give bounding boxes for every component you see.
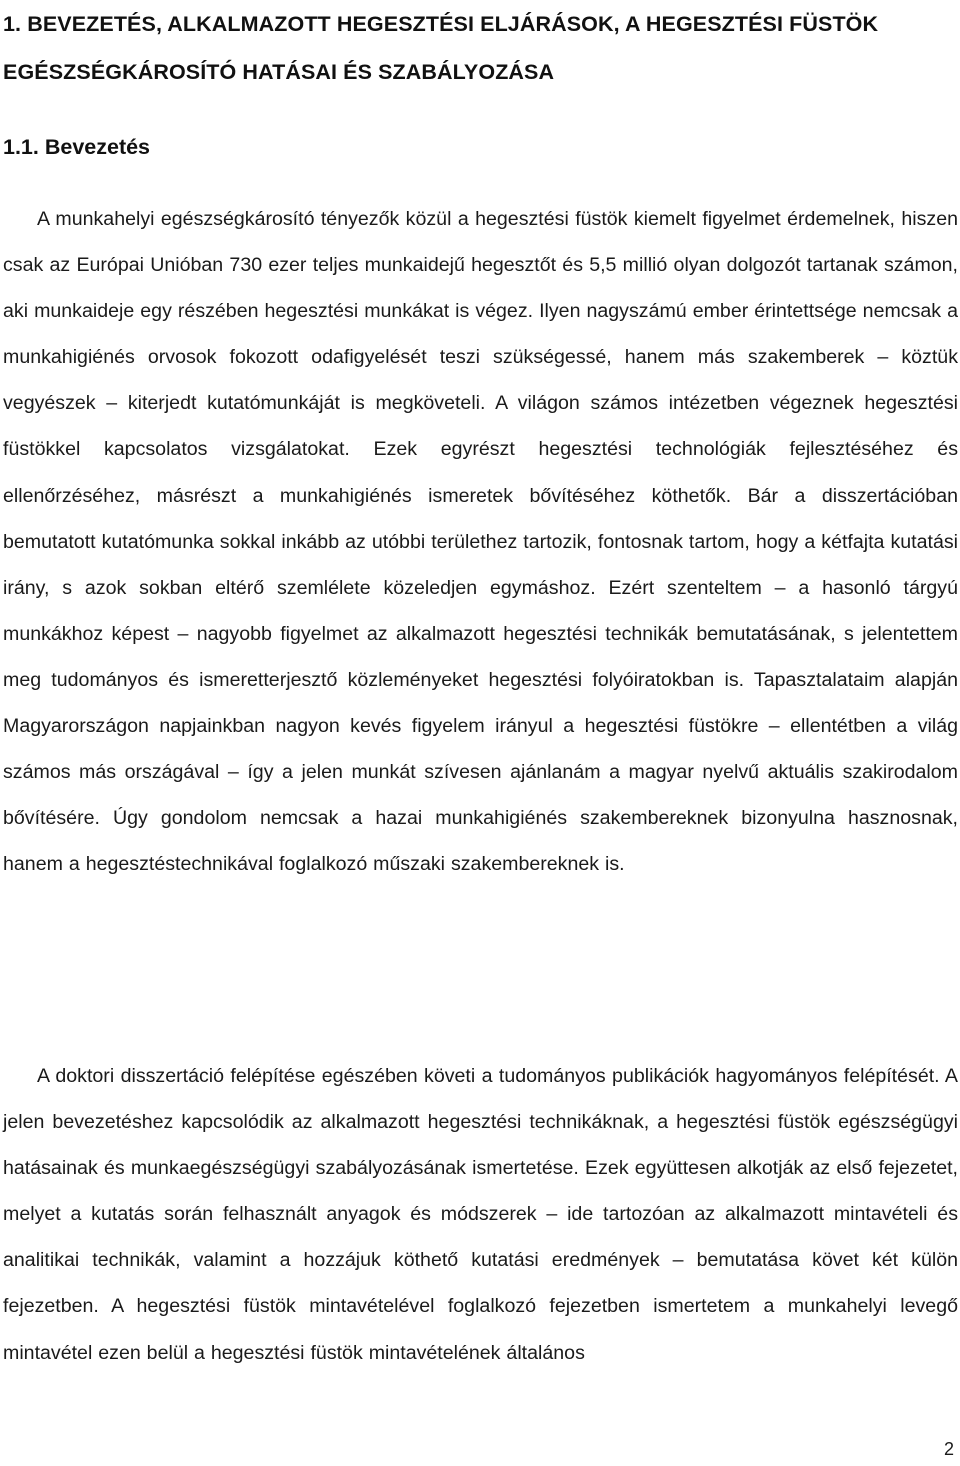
paragraph-introduction: A munkahelyi egészségkárosító tényezők közül a hegesztési füstök kiemelt figyelmet érdemelnek, hiszen csak az Európai Unióban 730 ezer teljes munkaidejű hegesztőt és 5,5 millió olyan dolgozót tartanak számon, aki munkaideje egy részében hegesztési munkákat is végez. Ilyen nagyszámú ember érintettsége nemcsak a munkahigiénés orvosok fokozott odafigyelését teszi szükségessé, hanem más szakemberek – köztük vegyészek – kiterjedt kutatómunkáját is megköveteli. A világon számos intézetben végeznek hegesztési füstökkel kapcsolatos vizsgálatokat. Ezek egyrészt hegesztési technológiák fejlesztéséhez és ellenőrzéséhez, másrészt a munkahigiénés ismeretek bővítéséhez köthetők. Bár a disszertációban bemutatott kutatómunka sokkal inkább az utóbbi területhez tartozik, fontosnak tartom, hogy a kétfajta kutatási irány, s azok sokban eltérő szemlélete közeledjen egymáshoz. Ezért szenteltem – a hasonló tárgyú munkákhoz képest – nagyobb figyelmet az alkalmazott hegesztési technikák bemutatásának, s jelentettem meg tudományos és ismeretterjesztő közleményeket hegesztési folyóiratokban is. Tapasztalataim alapján Magyarországon napjainkban nagyon kevés figyelem irányul a hegesztési füstökre – ellentétben a világ számos más országával – így a jelen munkát szívesen ajánlanám a magyar nyelvű aktuális szakirodalom bővítésére. Úgy gondolom nemcsak a hazai munkahigiénés szakembereknek bizonyulna hasznosnak, hanem a hegesztéstechnikával foglalkozó műszaki szakembereknek is.: [3, 208, 958, 876]
paragraph-structure: A doktori disszertáció felépítése egészében követi a tudományos publikációk hagyományos felépítését. A jelen bevezetéshez kapcsolódik az alkalmazott hegesztési technikáknak, a hegesztési füstök egészségügyi hatásainak és munkaegészségügyi szabályozásának ismertetése. Ezek együttesen alkotják az első fejezetet, melyet a kutatás során felhasznált anyagok és módszerek – ide tartozóan az alkalmazott mintavételi és analitikai technikák, valamint a hozzájuk köthető kutatási eredmények – bemutatása követ két külön fejezetben. A hegesztési füstök mintavételével foglalkozó fejezetben ismertetem a munkahelyi levegő mintavétel ezen belül a hegesztési füstök mintavételének általános: [3, 1065, 958, 1364]
document-page: [3, 0, 958, 1466]
section-title: 1.1. Bevezetés: [3, 135, 151, 159]
chapter-title: 1. BEVEZETÉS, ALKALMAZOTT HEGESZTÉSI ELJÁRÁSOK, A HEGESZTÉSI FÜSTÖK EGÉSZSÉGKÁROSÍTÓ HATÁSAI ÉS SZABÁLYOZÁSA: [3, 12, 879, 84]
page-number: 2: [943, 1439, 954, 1459]
